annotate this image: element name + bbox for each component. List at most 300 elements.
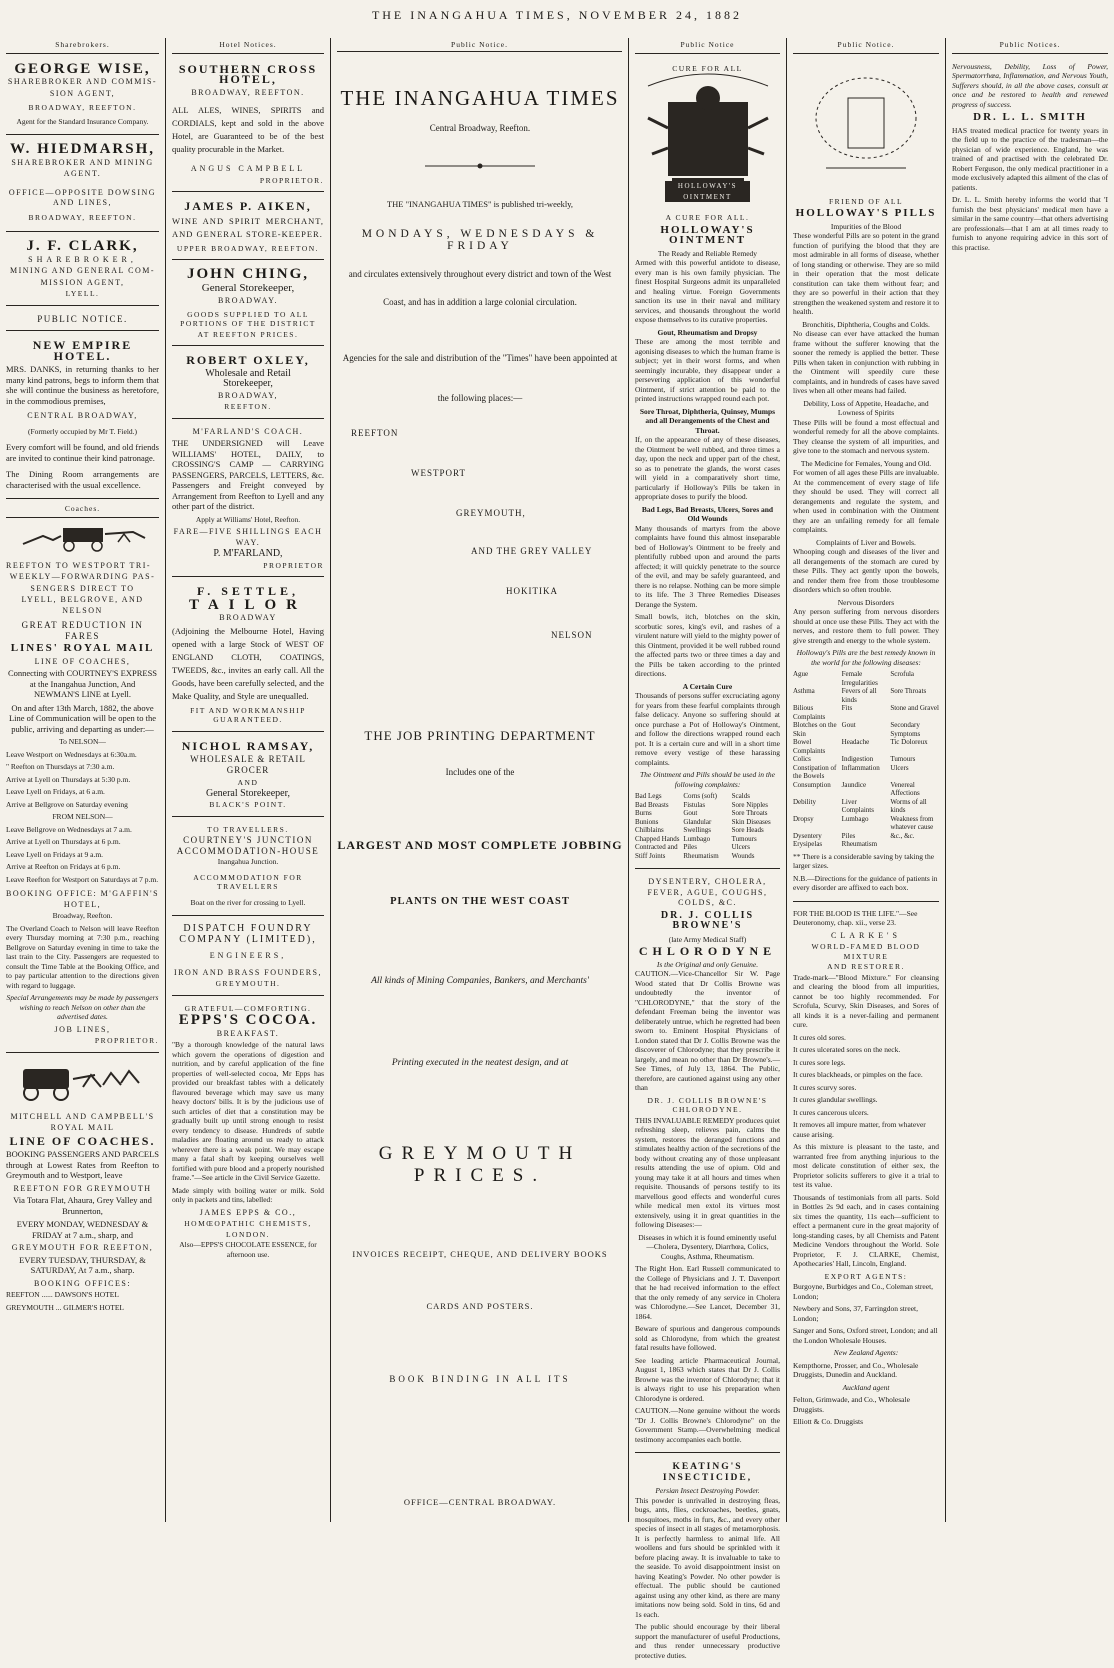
- ad-line: AND RESTORER.: [827, 962, 905, 971]
- ad-text: On and after 13th March, 1882, the above Line of Communication will be open to the public, arriving and departing as under:—: [8, 702, 157, 734]
- ad-text: "By a thorough knowledge of the natural laws which govern the operations of digestion and nutrition, and by careful application of the fine properties of well-selected cocoa, Mr Epps has provided our breakfast tables with a delicately flavoured beverage which may save us many heavy doctors' bills. It is by the judicious use of such articles of diet that a constitution may be gradually built up until strong enough to resist every tendency to disease. Hundreds of subtle maladies are floating around us ready to attack wherever there is a weak point. We may escape many a fatal shaft by keeping ourselves well fortified with pure blood and a properly nourished frame."—See article in the Civil Service Gazette.: [172, 1040, 324, 1182]
- disease-item: Rheumatism: [841, 840, 878, 848]
- ad-line: Wholesale and Retail: [205, 367, 291, 379]
- ad-line: HOMŒOPATHIC CHEMISTS,: [184, 1219, 312, 1228]
- ad-line: SHAREBROKER AND COMMIS-: [7, 77, 158, 86]
- disease-item: Dropsy: [793, 814, 814, 823]
- ad-text: The Dining Room arrangements are characterised with the usual excellence.: [6, 469, 159, 490]
- ad-line: AT REEFTON PRICES.: [197, 329, 299, 339]
- disease-item: Weakness from whatever cause: [890, 814, 934, 831]
- disease-item: Fevers of all kinds: [841, 687, 877, 704]
- binding-text: BOOK BINDING IN ALL ITS: [389, 1374, 571, 1384]
- ad-subhead: Gout, Rheumatism and Dropsy: [657, 327, 758, 337]
- ad-address: BLACK'S POINT.: [209, 800, 287, 809]
- ad-line: WEEKLY—FORWARDING PAS-: [9, 572, 156, 581]
- ad-text: Holloway's Pills are the best remedy known in the world for the following diseases:: [796, 648, 936, 667]
- ad-line: OFFICE—OPPOSITE DOWSING AND LINES,: [8, 187, 157, 207]
- disease-item: [890, 840, 939, 849]
- ad-title: KEATING'S INSECTICIDE,: [662, 1462, 753, 1483]
- complaint-item: Skin Diseases: [731, 817, 771, 826]
- disease-item: Bilious Complaints: [793, 704, 826, 721]
- ad-text: Broadway, Reefton.: [52, 911, 113, 920]
- ad-line: JOB LINES,: [54, 1024, 111, 1034]
- ad-text: Nervousness, Debility, Loss of Power, Spermatorrhœa, Inflammation, and Nervous Youth, Sufferers should, in all the above cases, consult at once and be restored to health and renewed progress of success.: [952, 61, 1108, 109]
- ad-text: Armed with this powerful antidote to disease, every man is his own family physician. The finest Hospital Surgeons admit its unparalleled and healing virtue. Foreign Governments sanction its use in their naval and military services, and thousands throughout the world expose themselves to its curative properties.: [635, 258, 780, 324]
- ad-text: Boat on the river for crossing to Lyell.: [190, 897, 306, 907]
- complaint-item: Chilblains: [635, 826, 664, 834]
- disease-item: Ulcers: [890, 763, 909, 772]
- column-5: [787, 38, 946, 1522]
- disease-item: Inflammation: [841, 763, 880, 772]
- ad-address: BROADWAY: [219, 613, 277, 622]
- complaint-item: Sore Heads: [731, 826, 764, 834]
- ad-text: Thousands of persons suffer excruciating agony for years from these fearful complaints through false delicacy. Anyone so suffering should at once purchase a Pot of Holloway's Ointment, and follow the directions wrapped round each pot. It is a certain cure and will in a short time remove every vestige of these harassing complaints.: [635, 691, 780, 767]
- ad-line: SION AGENT,: [49, 88, 116, 98]
- plants-text: PLANTS ON THE WEST COAST: [390, 896, 570, 907]
- disease-item: Constipation of the Bowels: [793, 763, 837, 780]
- ad-text: As this mixture is pleasant to the taste, and warranted free from anything injurious to the most delicate constitution of either sex, the Proprietor solicits sufferers to give it a trial to test its value.: [793, 1142, 939, 1189]
- badge-label: HOLLOWAY'S OINTMENT: [665, 181, 750, 202]
- ad-subhead: Debility, Loss of Appetite, Headache, and Lowness of Spirits: [803, 398, 929, 417]
- ad-text: Also—EPPS'S CHOCOLATE ESSENCE, for afternoon use.: [179, 1240, 317, 1259]
- ad-address: BROADWAY,: [218, 390, 278, 400]
- column-heading: Hotel Notices.: [172, 38, 324, 54]
- ad-text: These wonderful Pills are so potent in the grand function of purifying the blood that they are most admirable in all forms of disease, whether of long standing or otherwise. They are so mild in their operation that the most delicate constitution can take them without fear; and they are so powerful in their action that they strengthen the weakened system and restore it to health.: [793, 231, 939, 316]
- ad-text: ** There is a considerable saving by taking the larger sizes.: [793, 851, 935, 870]
- ad-text: Arrive at Lyell on Thursdays at 6 p.m.: [6, 837, 121, 846]
- clark-ad: [6, 235, 159, 306]
- ad-title: DR. L. L. SMITH: [973, 111, 1087, 123]
- ad-line: AND: [237, 778, 259, 787]
- cards-text: CARDS AND POSTERS.: [426, 1301, 534, 1311]
- ad-title: COURTNEY'S JUNCTION ACCOMMODATION-HOUSE: [176, 835, 320, 856]
- ad-text: Any person suffering from nervous disorders should at once use these Pills. They act with the nerves, and restore them to full power. They give strength and energy to the whole system.: [793, 607, 939, 645]
- mcfarland-ad: [172, 422, 324, 578]
- ad-text: Auckland agent: [842, 1382, 890, 1392]
- ad-text: Thousands of testimonials from all parts. Sold in Bottles 2s 9d each, and in cases containing six times the quantity, 11s each—sufficient to effect a permanent cure in the great majority of long-standing cases, by all Chemists and Patent Medicine Vendors throughout the World. Sole Proprietor, F. J. CLARKE, Chemist, Apothecaries' Hall, Lincoln, England.: [793, 1192, 939, 1268]
- disease-item: Fits: [841, 704, 853, 712]
- ad-line: SHAREBROKER AND MINING: [11, 157, 154, 167]
- disease-item: Asthma: [793, 687, 815, 695]
- ad-line: DR. J. COLLIS BROWNE'S CHLORODYNE.: [647, 1095, 768, 1114]
- ad-address: BROADWAY, REEFTON.: [28, 103, 137, 112]
- ad-text: Arrive at Bellgrove on Saturday evening: [6, 799, 128, 809]
- complaint-item: Piles: [683, 843, 697, 851]
- ad-line: PROPRIETOR.: [259, 175, 324, 185]
- complaint-item: Gout: [683, 809, 698, 817]
- epps-ad: [172, 999, 324, 1268]
- ad-line: General Storekeeper,: [201, 281, 295, 294]
- ad-line: GREAT REDUCTION IN FARES: [21, 620, 144, 641]
- ad-text: Leave Reefton for Westport on Saturdays at 7 p.m.: [6, 874, 159, 884]
- ad-line: DYSENTERY, CHOLERA, FEVER, AGUE, COUGHS, COLDS, &C.: [647, 877, 768, 907]
- ad-text: The Overland Coach to Nelson will leave Reefton every Thursday morning at 7:30 p.m., reaching Bellgrove on Saturday evening in time to take the last train to the City. Passengers are requested to consult the Time Table at the Booking Office, and to pay particular attention to the directions given with regard to luggage.: [6, 923, 159, 990]
- disease-item: Consumption: [793, 780, 831, 789]
- southern-cross-ad: [172, 58, 324, 193]
- ad-line: AGENT.: [63, 169, 102, 178]
- coach-illustration: [13, 522, 153, 552]
- ad-text: EVERY TUESDAY, THURSDAY, & SATURDAY, At 7 a.m., sharp.: [19, 1254, 146, 1275]
- disease-item: Jaundice: [841, 780, 867, 789]
- disease-item: &c., &c.: [890, 831, 915, 840]
- ad-text: Arrive at Reefton on Fridays at 6 p.m.: [6, 862, 121, 871]
- ad-line: BREAKFAST.: [216, 1028, 280, 1038]
- disease-item: Scrofula: [890, 670, 915, 678]
- ad-line: MINING AND GENERAL COM-: [9, 266, 156, 275]
- ad-title: TAILOR: [188, 596, 308, 613]
- disease-item: Blotches on the Skin: [793, 721, 837, 738]
- ad-text: It cures scurvy sores.: [793, 1082, 857, 1092]
- complaint-item: Wounds: [731, 851, 755, 860]
- ad-line: MITCHELL AND CAMPBELL'S: [10, 1111, 155, 1121]
- disease-item: Worms of all kinds: [890, 797, 927, 814]
- ad-text: Beware of spurious and dangerous compounds sold as Chlorodyne, from which the greatest fatal results have followed.: [635, 1324, 780, 1352]
- ad-subhead: Nervous Disorders: [837, 597, 895, 607]
- ad-line: GOODS SUPPLIED TO ALL PORTIONS OF THE DISTRICT: [180, 309, 316, 328]
- column-2: [166, 38, 331, 1522]
- badge-label: CURE FOR ALL: [672, 63, 743, 73]
- ad-line: CENTRAL BROADWAY,: [27, 411, 138, 420]
- ad-text: THIS INVALUABLE REMEDY produces quiet refreshing sleep, relieves pain, calms the system, restores the deranged functions and stimulates healthy action of the secretions of the body without creating any of those unpleasant results attending the use of opium. Old and young may take it at all hours and times when requisite. Thousands of persons testify to its marvellous good effects and wonderful cures while medical men extol its virtues most extensively, using it in great quantities in the following Diseases:—: [635, 1115, 780, 1229]
- public-notice: [6, 309, 159, 332]
- disease-item: Lumbago: [841, 814, 869, 823]
- complaint-item: Bunions: [635, 817, 659, 826]
- complaint-item: Burns: [635, 809, 652, 817]
- ad-subhead: Sore Throat, Diphtheria, Quinsey, Mumps and all Derangements of the Chest and Throat.: [639, 406, 776, 435]
- place-reefton: REEFTON: [351, 428, 399, 438]
- wise-ad: [6, 58, 159, 136]
- job-printing-heading: THE JOB PRINTING DEPARTMENT: [364, 728, 596, 743]
- column-heading: Public Notices.: [952, 38, 1108, 54]
- ad-text: Whooping cough and diseases of the liver and all derangements of the stomach are cured by these Pills. They act gently upon the bowels, and render them free from those troublesome disorders which so often trouble.: [793, 547, 939, 594]
- ad-text: REEFTON ...... DAWSON'S HOTEL: [6, 1290, 119, 1299]
- complaint-item: Fistulas: [683, 800, 706, 809]
- ad-text: FOR THE BLOOD IS THE LIFE."—See Deuteronomy, chap. xii., verse 23.: [793, 908, 918, 927]
- ad-line: General Storekeeper,: [206, 787, 290, 799]
- ching-ad: [172, 263, 324, 346]
- complaint-item: Sore Nipples: [731, 800, 769, 809]
- ad-text: WHOLESALE & RETAIL GROCER: [190, 754, 306, 775]
- ad-address: LONDON.: [225, 1229, 271, 1239]
- ad-text: For women of all ages these Pills are invaluable. At the commencement of every stage of life they should be used. They will correct all derangements and regulate the system, and when used in combination with the Ointment they are an unfailing remedy for all female complaints.: [793, 468, 939, 534]
- complaint-item: Chapped Hands: [635, 834, 680, 843]
- disease-item: Erysipelas: [793, 840, 823, 848]
- ad-title: HOLLOWAY'S PILLS: [795, 207, 937, 219]
- ad-line: P. M'FARLAND,: [213, 548, 283, 559]
- ad-title: JOHN CHING,: [186, 266, 309, 282]
- ad-subhead: The Medicine for Females, Young and Old.: [800, 458, 932, 468]
- place-westport: WESTPORT: [411, 468, 466, 478]
- complaint-item: Tumours: [731, 834, 757, 843]
- ad-subhead: Complaints of Liver and Bowels.: [816, 537, 916, 547]
- ad-line: Storekeeper,: [223, 378, 273, 389]
- ad-text: " Reefton on Thursdays at 7:30 a.m.: [6, 762, 115, 771]
- ad-line: GREYMOUTH FOR REEFTON,: [11, 1243, 154, 1252]
- ad-subhead: The Ointment and Pills should be used in the following complaints:: [640, 770, 775, 789]
- ad-line: GRATEFUL—COMFORTING.: [184, 1003, 312, 1013]
- includes-text: Includes one of the: [445, 767, 515, 777]
- column-heading: Public Notice.: [337, 38, 622, 52]
- ad-line: JAMES EPPS & CO.,: [199, 1207, 297, 1217]
- ramsay-ad: [172, 735, 324, 817]
- ad-text: It cures old sores.: [793, 1032, 846, 1042]
- oxley-ad: [172, 349, 324, 419]
- column-4: [629, 38, 787, 1660]
- ad-text: It cures ulcerated sores on the neck.: [793, 1045, 901, 1054]
- ad-line: WORLD-FAMED BLOOD MIXTURE: [811, 942, 921, 961]
- ad-text: Sanger and Sons, Oxford street, London; and all the London Wholesale Houses.: [793, 1326, 938, 1345]
- ad-text: N.B.—Directions for the guidance of patients in every disorder are affixed to each box.: [793, 873, 938, 892]
- ad-text: Dr. L. L. Smith hereby informs the world that 'I furnish the best physicians' medical men have a similar in the same country—that others advertising are professionals—that I am at all times ready to furnish to anyone requiring advice in this sort of this practise.: [952, 195, 1108, 252]
- ad-subhead: Impurities of the Blood: [830, 221, 902, 231]
- foundry-ad: [172, 919, 324, 996]
- disease-item: Bowel Complaints: [793, 738, 826, 755]
- complaint-item: Sore Throats: [731, 809, 768, 817]
- printing-text: Printing executed in the neatest design, and at: [391, 1058, 569, 1068]
- holloways-ointment-ad: [635, 208, 780, 869]
- disease-item: Secondary Symptoms: [890, 721, 921, 738]
- ad-address: UPPER BROADWAY, REEFTON.: [176, 243, 320, 253]
- mining-companies-text: All kinds of Mining Companies, Bankers, and Merchants': [371, 976, 589, 986]
- disease-item: Ague: [793, 670, 809, 678]
- ad-subhead: Bronchitis, Diphtheria, Coughs and Colds.: [802, 319, 930, 329]
- disease-item: Tumours: [890, 755, 916, 763]
- ad-text: Small bowls, itch, blotches on the skin, scorbutic sores, king's evil, and rashes of a virulent nature will yield to the mighty power of this Ointment, provided it be well rubbed round the affected parts two or three times a day and the Pills be taken according to the printed directions.: [635, 612, 780, 678]
- ad-text: It cures blackheads, or pimples on the face.: [793, 1070, 923, 1079]
- ad-text: BOOKING PASSENGERS AND PARCELS through at Lowest Rates from Reefton to Greymouth and to Westport, leave: [6, 1149, 159, 1180]
- ad-text: CAUTION.—None genuine without the words "Dr J. Collis Browne's Chlorodyne" on the Government Stamp.—Overwhelming medical testimony accompanies each bottle.: [635, 1406, 780, 1444]
- notice-address: Central Broadway, Reefton.: [429, 123, 531, 133]
- place-greymouth: GREYMOUTH,: [456, 508, 526, 518]
- ad-line: ACCOMMODATION FOR TRAVELLERS: [193, 872, 303, 891]
- ad-line: Persian Insect Destroying Powder.: [655, 1486, 760, 1495]
- column-3-times-notice: [331, 38, 629, 1522]
- complaint-item: Ulcers: [731, 843, 750, 851]
- ad-text: ALL ALES, WINES, SPIRITS and CORDIALS, kept and sold in the above Hotel, are Guaranteed to be of the best quality procurable in the Market.: [172, 105, 324, 154]
- agencies-text: Agencies for the sale and distribution of the "Times" have been appointed at the following places:—: [342, 353, 618, 403]
- disease-item: Tic Doloreux: [890, 738, 928, 746]
- ad-text: Many thousands of martyrs from the above complaints have found this almost inseparable bed of Holloway's Ointment to be freely and plentifully rubbed upon and around the parts affected; it will quickly penetrate to the source of the evil, and may be safely guaranteed, and there is no relapse. Nothing can be more simple to its life. The 3 Three Remedies Diseases Derange the System.: [635, 523, 780, 609]
- invoices-text: INVOICES RECEIPT, CHEQUE, AND DELIVERY BOOKS: [352, 1249, 608, 1259]
- clarkes-blood-mixture-ad: [793, 905, 939, 1435]
- rule-ornament: [425, 161, 535, 171]
- place-grey-valley: AND THE GREY VALLEY: [471, 546, 593, 556]
- ad-text: MRS. DANKS, in returning thanks to her many kind patrons, begs to inform them that she will continue the business as heretofore, in the commodious premises,: [6, 364, 159, 406]
- ad-line: Is the Original and only Genuine.: [656, 959, 759, 969]
- ad-title: EPPS'S COCOA.: [178, 1012, 318, 1028]
- ad-title: ROBERT OXLEY,: [186, 353, 310, 367]
- mitchell-campbell-ad: [6, 1107, 159, 1321]
- ad-text: HAS treated medical practice for twenty years in the field up to the practice of the tradesman—the physician of wide experience. England, he was trained of and practised with the celebrated Dr. Robert Ferguson, the only medical practitioner in a mode exclusively adapted this ailment of the clas of patients.: [952, 125, 1108, 192]
- disease-item: Indigestion: [841, 755, 874, 763]
- ad-text: It cures glandular swellings.: [793, 1095, 878, 1104]
- greymouth-prices: GREYMOUTH PRICES.: [378, 1143, 582, 1186]
- ad-title: DR. J. COLLIS BROWNE'S: [660, 909, 755, 931]
- ad-text: FROM NELSON—: [52, 812, 113, 821]
- complaints-table: [635, 792, 780, 860]
- masthead: THE INANGAHUA TIMES, NOVEMBER 24, 1882: [371, 8, 743, 22]
- disease-item: Sore Throats: [890, 687, 927, 695]
- ad-title: DISPATCH FOUNDRY COMPANY (LIMITED),: [179, 923, 317, 945]
- complaint-item: Swellings: [683, 826, 711, 834]
- holloways-pills-ad: [793, 192, 939, 902]
- ad-text: Leave Lyell on Fridays at 9 a.m.: [6, 849, 104, 859]
- ad-address: REEFTON.: [224, 402, 272, 411]
- disease-item: Female Irregularities: [841, 670, 878, 687]
- ad-title: CLARKE'S: [831, 930, 901, 940]
- disease-item: Headache: [841, 738, 870, 746]
- ad-line: ANGUS CAMPBELL: [190, 164, 306, 173]
- column-heading: Public Notice: [635, 38, 780, 54]
- ad-text: This powder is unrivalled in destroying fleas, bugs, ants, flies, cockroaches, beetles, gnats, mosquitoes, moths in furs, &c., and every other species of insect in all stages of metamorphosis. It is perfectly harmless to animal life. All woollens and furs should be sprinkled with it before placing away. It is invaluable to take to the seaside. To avoid disappointment insist on having Keating's Powder. No other powder is effectual. The public should be cautioned against using any other kind, as there are many imitations now being sold. Sold in tins, 6d and 1s each.: [635, 1495, 780, 1619]
- holloways-ointment-illustration: [638, 58, 778, 198]
- ad-text: (Adjoining the Melbourne Hotel, Having opened with a large Stock of WEST OF ENGLAND CLOTH, COATINGS, TWEEDS, &c., invites an early call. All the Goods, have been carefully selected, and the Make Quality, and Style are unequalled.: [172, 625, 324, 701]
- junction-ad: [172, 820, 324, 917]
- ad-text: Connecting with COURTNEY'S EXPRESS at the Inangahua Junction, And NEWMAN'S LINE at Lyell.: [7, 668, 158, 699]
- ad-text: CAUTION.—Vice-Chancellor Sir W. Page Wood stated that Dr Collis Browne was undoubtedly the inventor of "CHLORODYNE," that the story of the defendant Freeman being the inventor was deliberately untrue, which he regretted had been sworn to. Eminent Hospital Physicians of London stated that Dr J. Collis Browne was the discoverer of Chlorodyne; that they prescribe it largely, and mean no other than Dr Browne's.—See Times, of July 13, 1864. The Public, therefore, are cautioned against using any other than: [635, 969, 780, 1092]
- holloways-pills-illustration: [796, 58, 936, 188]
- ad-text: See leading article Pharmaceutical Journal, August 1, 1863 which states that Dr J. Collis Browne was the inventor of Chlorodyne; that it is always right to use his preparation when Chlorodyne is ordered.: [635, 1355, 780, 1403]
- ad-text: Kempthorne, Prosser, and Co., Wholesale Druggists, Dunedin and Auckland.: [793, 1360, 919, 1379]
- ad-text: Leave Lyell on Fridays, at 6 a.m.: [6, 787, 105, 796]
- ad-address: BROADWAY.: [218, 296, 278, 305]
- ad-title: M'FARLAND'S COACH.: [192, 426, 304, 436]
- disease-item: Debility: [793, 797, 816, 806]
- ad-title: HOLLOWAY'S OINTMENT: [660, 223, 755, 246]
- ad-address: BROADWAY, REEFTON.: [191, 87, 305, 97]
- ad-line: REEFTON FOR GREYMOUTH: [13, 1183, 152, 1193]
- ad-text: Elliott & Co. Druggists: [793, 1417, 864, 1426]
- disease-item: Piles: [841, 831, 856, 840]
- office-text: OFFICE—CENTRAL BROADWAY.: [403, 1497, 557, 1507]
- ad-title: SOUTHERN CROSS HOTEL,: [178, 61, 318, 86]
- ad-subhead: A Certain Cure: [682, 681, 733, 691]
- settle-ad: [172, 580, 324, 732]
- ad-title: CHLORODYNE: [638, 944, 777, 958]
- complaint-item: Bad Breasts: [635, 800, 669, 809]
- ad-text: New Zealand Agents:: [833, 1348, 899, 1357]
- ad-title: GEORGE WISE,: [14, 60, 151, 77]
- ad-title: NEW EMPIRE HOTEL.: [32, 338, 133, 363]
- ad-text: It cures sore legs.: [793, 1057, 846, 1067]
- complaint-item: Corns (soft): [683, 792, 717, 800]
- disease-item: Gout: [841, 721, 856, 729]
- ad-text: Felton, Grimwade, and Co., Wholesale Druggists.: [793, 1395, 910, 1414]
- ad-text: Newbery and Sons, 37, Farringdon street, London;: [793, 1304, 918, 1323]
- ad-text: Arrive at Lyell on Thursdays at 5:30 p.m.: [6, 774, 131, 784]
- ad-address: BROADWAY, REEFTON.: [28, 212, 137, 222]
- ad-line: ENGINEERS,: [209, 951, 287, 960]
- ad-text: Trade-mark—"Blood Mixture." For cleansing and clearing the blood from all impurities, cannot be too highly recommended. For Scrofula, Scurvy, Skin Diseases, and Sores of all kinds it is a never-failing and permanent cure.: [793, 972, 939, 1029]
- ad-line: EXPORT AGENTS:: [824, 1271, 908, 1281]
- ad-line: FARE—FIVE SHILLINGS EACH WAY.: [173, 527, 323, 547]
- ad-text: Diseases in which it is found eminently useful—Cholera, Dysentery, Diarrhœa, Colics, Coughs, Asthma, Rheumatism.: [638, 1232, 777, 1261]
- ad-text: EVERY MONDAY, WEDNESDAY & FRIDAY at 7 a.m., sharp, and: [16, 1219, 149, 1240]
- column-heading: Public Notice.: [793, 38, 939, 54]
- circulation-text: and circulates extensively throughout every district and town of the West Coast, and has in addition a large colonial circulation.: [348, 269, 612, 307]
- notice-title: THE INANGAHUA TIMES: [340, 86, 620, 110]
- ad-text: (Formerly occupied by Mr T. Field.): [27, 426, 138, 436]
- ad-text: Leave Westport on Wednesdays at 6:30a.m.: [6, 749, 137, 759]
- ad-line: IRON AND BRASS FOUNDERS,: [173, 967, 323, 977]
- chlorodyne-ad: [635, 872, 780, 1453]
- ad-address: GREYMOUTH.: [215, 979, 281, 988]
- ad-text: The public should encourage by their liberal support the manufacturer of useful Productions, and thus render unnecessary productive protective duties.: [635, 1622, 780, 1660]
- ornament: [331, 158, 629, 176]
- ad-text: No disease can ever have attacked the human frame without the sufferer knowing that the sooner the remedy is applied the better. These Pills when taken in conjunction with rubbing in the Ointment will speedily cure these complaints, and in hundreds of cases have saved lives when all other means had failed.: [793, 329, 939, 395]
- ad-title: LINE OF COACHES.: [9, 1133, 156, 1148]
- disease-item: Dysentery: [793, 831, 822, 840]
- ad-line: REEFTON TO WESTPORT TRI-: [6, 560, 152, 570]
- ad-text: These are among the most terrible and agonising diseases to which the human frame is subject; yet in their worst forms, and when seemingly incurable, they disappear under a persevering application of this wonderful Ointment, if strict attention be paid to the printed instructions wrapped round each pot.: [635, 337, 780, 403]
- ad-line: FIT AND WORKMANSHIP GUARANTEED.: [190, 705, 306, 724]
- ad-text: These Pills will be found a most effectual and wonderful remedy for all the above complaints. They cleanse the system of all impurities, and give tone to the stomach and nervous system.: [793, 417, 939, 455]
- ad-line: MISSION AGENT,: [40, 277, 125, 287]
- ad-line: A CURE FOR ALL.: [665, 213, 750, 222]
- keating-ad: [635, 1456, 780, 1668]
- ad-address: LYELL.: [65, 289, 100, 298]
- aiken-ad: [172, 195, 324, 260]
- ad-title: LINES' ROYAL MAIL: [10, 642, 155, 654]
- diseases-table: [793, 670, 939, 849]
- ad-line: LYELL, BELGROVE, AND NELSON: [21, 595, 144, 615]
- ad-line: PROPRIETOR: [263, 560, 324, 570]
- stagecoach-illustration: [13, 1057, 153, 1103]
- hiedmarsh-ad: [6, 138, 159, 232]
- section-heading: Coaches.: [6, 502, 159, 518]
- ad-text: The Right Hon. Earl Russell communicated to the College of Physicians and J. T. Davenport that he had received information to the effect that the only remedy of any service in Cholera was Chlorodyne.—See Lancet, December 31, 1864.: [635, 1264, 780, 1321]
- ad-title: PUBLIC NOTICE.: [37, 313, 128, 324]
- ad-text: Burgoyne, Burbidges and Co., Coleman street, London;: [793, 1282, 934, 1301]
- ad-text: Via Totara Flat, Ahaura, Grey Valley and Brunnerton,: [13, 1195, 152, 1216]
- ad-text: Agent for the Standard Insurance Company.: [16, 116, 149, 126]
- place-hokitika: HOKITIKA: [506, 586, 558, 596]
- ad-text: Made simply with boiling water or milk. Sold only in packets and tins, labelled:: [172, 1185, 324, 1204]
- reefton-westport-ad: [6, 556, 159, 1053]
- complaint-item: Scalds: [731, 792, 750, 800]
- column-1: [0, 38, 166, 1522]
- ad-title: J. F. CLARK,: [26, 238, 139, 254]
- ad-title: F. SETTLE,: [197, 584, 299, 598]
- ad-line: BOOKING OFFICES:: [33, 1278, 132, 1288]
- place-nelson: NELSON: [551, 630, 593, 640]
- ad-text: Inangahua Junction.: [217, 857, 279, 866]
- ad-text: THE UNDERSIGNED will Leave WILLIAMS' HOTEL, DAILY, to CROSSING'S CAMP — CARRYING PASSENGERS, PARCELS, LETTERS, &c. Passengers and Freight conveyed by Arrangement from Reefton to Lyell and any other part of the district.: [172, 438, 324, 511]
- disease-item: Venereal Affections: [890, 780, 920, 797]
- complaint-item: Glandular: [683, 817, 712, 826]
- largest-text: LARGEST AND MOST COMPLETE JOBBING: [337, 838, 623, 852]
- empire-hotel-ad: [6, 334, 159, 499]
- ad-text: If, on the appearance of any of these diseases, the Ointment be well rubbed, and three times a day, upon the neck and upper part of the chest, so as to penetrate the glands, the worst cases will yield in a comparatively short time, particularly if Holloway's Pills be taken in appropriate doses to purify the blood.: [635, 435, 780, 501]
- ad-subhead: Bad Legs, Bad Breasts, Ulcers, Sores and Old Wounds: [641, 504, 774, 523]
- complaint-item: Stiff Joints: [635, 851, 666, 860]
- ad-text: Leave Bellgrove on Wednesdays at 7 a.m.: [6, 824, 132, 834]
- ad-line: The Ready and Reliable Remedy: [657, 248, 758, 258]
- ad-title: NICHOL RAMSAY,: [181, 738, 315, 753]
- ad-line: FRIEND OF ALL: [828, 196, 904, 206]
- ad-line: ROYAL MAIL: [50, 1123, 115, 1132]
- disease-item: Stone and Gravel: [890, 704, 939, 712]
- complaint-item: Rheumatism: [683, 851, 719, 860]
- publication-days: MONDAYS, WEDNESDAYS & FRIDAY: [361, 228, 599, 252]
- disease-item: Liver Complaints: [841, 797, 874, 814]
- publication-line: THE "INANGAHUA TIMES" is published tri-weekly,: [386, 199, 574, 209]
- column-heading: Sharebrokers.: [6, 38, 159, 54]
- ad-text: WINE AND SPIRIT MERCHANT, AND GENERAL STORE-KEEPER.: [172, 215, 324, 239]
- ad-line: SHAREBROKER,: [28, 254, 137, 264]
- ad-text: To NELSON—: [59, 737, 106, 746]
- ad-line: (late Army Medical Staff): [668, 934, 747, 944]
